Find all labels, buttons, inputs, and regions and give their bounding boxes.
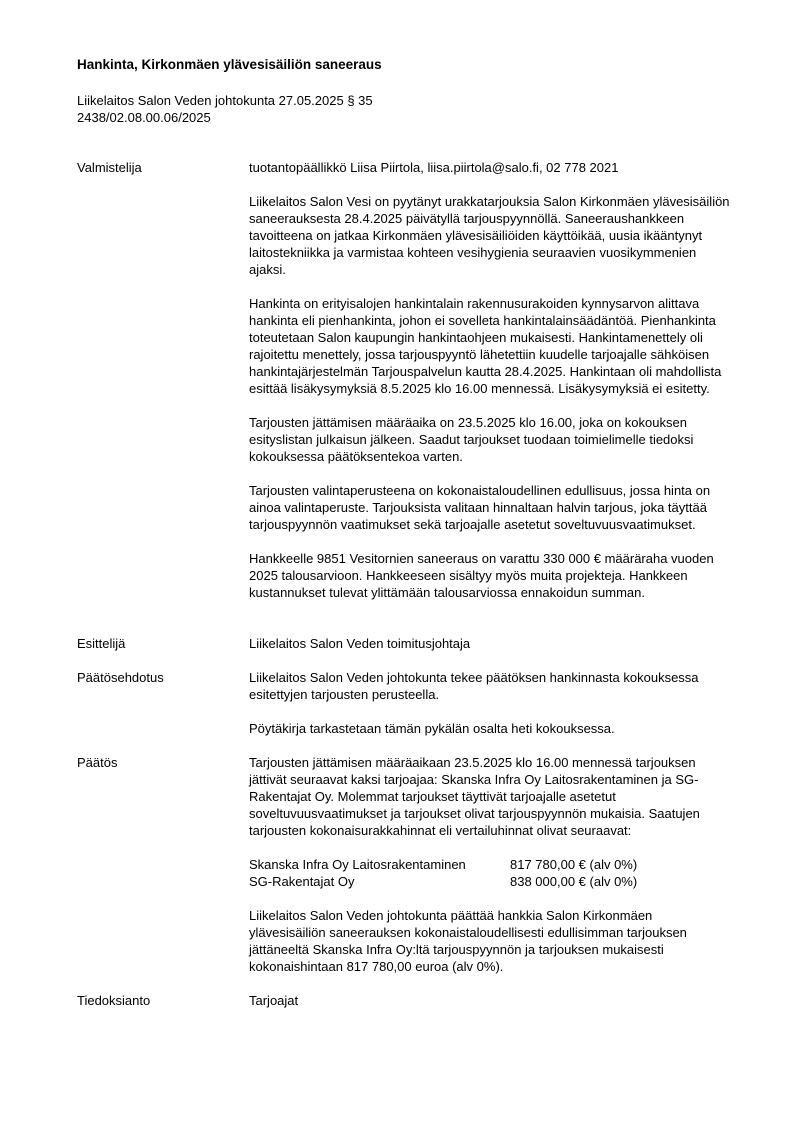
paragraph: Pöytäkirja tarkastetaan tämän pykälän osalta heti kokouksessa. xyxy=(249,721,615,736)
section-label: Päätös xyxy=(77,755,118,770)
paragraph: Liikelaitos Salon Vesi on pyytänyt urakkatarjouksia Salon Kirkonmäen ylävesisäiliön saneerauksesta 28.4.2025 päivätyllä tarjouspyynnöllä. Saneeraushankkeen tavoitteena on jatkaa Kirkonmäen ylävesisäiliöiden käyttöikää, uusia ikääntynyt laitostekniikka ja varmistaa kohteen vesihygienia seuraavien vuosikymmenien ajaksi. xyxy=(249,194,730,277)
meeting-reference: Liikelaitos Salon Veden johtokunta 27.05.2025 § 35 xyxy=(77,93,373,108)
section-content xyxy=(249,159,732,601)
section-label: Esittelijä xyxy=(77,636,126,651)
paragraph: Hankkeelle 9851 Vesitornien saneeraus on varattu 330 000 € määräraha vuoden 2025 talousarvioon. Hankkeeseen sisältyy myös muita projekteja. Hankkeen kustannukset tulevat ylittämään talousarviossa ennakoidun summan. xyxy=(249,551,714,600)
bidder-name: Skanska Infra Oy Laitosrakentaminen xyxy=(249,857,466,872)
section-content: Tarjoajat xyxy=(249,993,299,1008)
section-label: Päätösehdotus xyxy=(77,670,164,685)
document-title: Hankinta, Kirkonmäen ylävesisäiliön saneeraus xyxy=(77,57,382,72)
meeting-meta xyxy=(77,92,732,126)
document-page xyxy=(77,56,732,1009)
section-paatos xyxy=(77,754,732,975)
section-esittelija xyxy=(77,635,732,652)
section-tiedoksianto xyxy=(77,992,732,1009)
paragraph: Hankinta on erityisalojen hankintalain rakennusurakoiden kynnysarvon alittava hankinta eli pienhankinta, johon ei sovelleta hankintalainsäädäntöä. Pienhankinta toteutetaan Salon kaupungin hankintaohjeen mukaisesti. Hankintamenettely oli rajoitettu menettely, jossa tarjouspyyntö lähetettiin kuudelle tarjoajalle sähköisen hankintajärjestelmän Tarjouspalvelun kautta 28.4.2025. Hankintaan oli mahdollista esittää lisäkysymyksiä 8.5.2025 klo 16.00 mennessä. Lisäkysymyksiä ei esitetty. xyxy=(249,296,722,396)
section-label: Valmistelija xyxy=(77,160,142,175)
paragraph: Tarjousten jättämisen määräaikaan 23.5.2025 klo 16.00 mennessä tarjouksen jättivät seuraavat kaksi tarjoajaa: Skanska Infra Oy Laitosrakentaminen ja SG-Rakentajat Oy. Molemmat tarjoukset täyttivät tarjoajalle asetetut soveltuvuusvaatimukset ja tarjoukset olivat tarjouspyynnön mukaisia. Saatujen tarjousten kokonaisurakkahinnat eli vertailuhinnat olivat seuraavat: xyxy=(249,755,700,838)
bids-table xyxy=(249,856,732,890)
section-content xyxy=(249,754,732,975)
bidder-name: SG-Rakentajat Oy xyxy=(249,874,355,889)
paragraph: Tarjousten jättämisen määräaika on 23.5.2025 klo 16.00, joka on kokouksen esityslistan julkaisun jälkeen. Saadut tarjoukset tuodaan toimielimelle tiedoksi kokouksessa päätöksentekoa varten. xyxy=(249,415,694,464)
section-label: Tiedoksianto xyxy=(77,993,151,1008)
record-number: 2438/02.08.00.06/2025 xyxy=(77,110,211,125)
preparer-line: tuotantopäällikkö Liisa Piirtola, liisa.piirtola@salo.fi, 02 778 2021 xyxy=(249,160,619,175)
section-valmistelija xyxy=(77,159,732,601)
section-content: Liikelaitos Salon Veden toimitusjohtaja xyxy=(249,636,471,651)
paragraph: Liikelaitos Salon Veden johtokunta tekee päätöksen hankinnasta kokouksessa esitettyjen tarjousten perusteella. xyxy=(249,670,699,702)
bid-price: 838 000,00 € (alv 0%) xyxy=(510,874,638,889)
paragraph: Liikelaitos Salon Veden johtokunta päättää hankkia Salon Kirkonmäen ylävesisäiliön saneerauksen kokonaistaloudellisesti edullisimman tarjouksen jättäneeltä Skanska Infra Oy:ltä tarjouspyynnön ja tarjouksen mukaisesti kokonaishintaan 817 780,00 euroa (alv 0%). xyxy=(249,908,687,974)
section-paatosehdotus xyxy=(77,669,732,737)
section-content xyxy=(249,669,732,737)
paragraph: Tarjousten valintaperusteena on kokonaistaloudellinen edullisuus, jossa hinta on ainoa valintaperuste. Tarjouksista valitaan hinnaltaan halvin tarjous, joka täyttää tarjouspyynnön vaatimukset sekä tarjoajalle asetetut soveltuvuusvaatimukset. xyxy=(249,483,711,532)
bid-price: 817 780,00 € (alv 0%) xyxy=(510,857,638,872)
